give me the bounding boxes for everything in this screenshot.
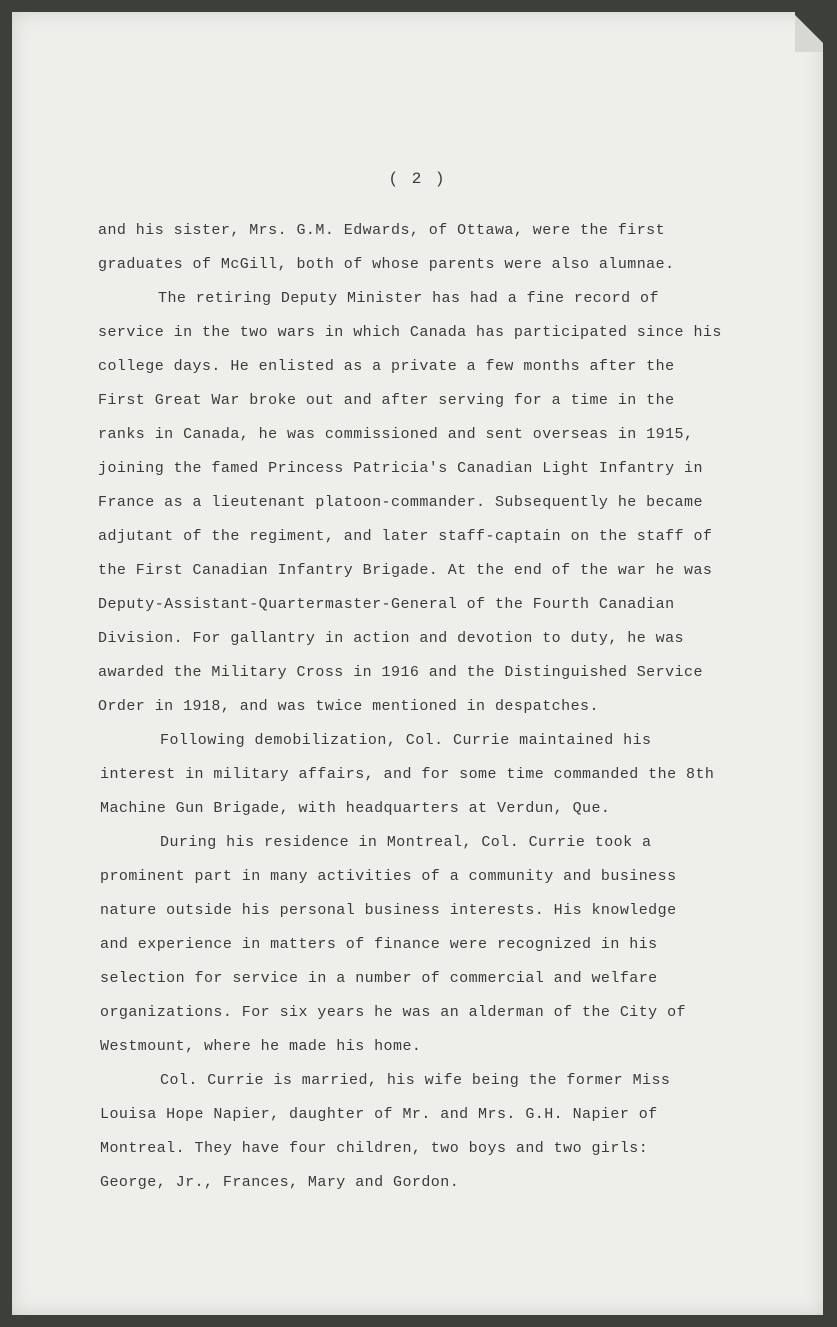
- document-page: [12, 12, 823, 1315]
- text-line: adjutant of the regiment, and later staff-captain on the staff of: [98, 528, 713, 545]
- text-line: service in the two wars in which Canada has participated since his: [98, 324, 722, 341]
- text-line: nature outside his personal business interests. His knowledge: [100, 902, 677, 919]
- text-line: the First Canadian Infantry Brigade. At the end of the war he was: [98, 562, 713, 579]
- text-line: college days. He enlisted as a private a few months after the: [98, 358, 675, 375]
- text-line: Westmount, where he made his home.: [100, 1038, 422, 1055]
- text-line: selection for service in a number of commercial and welfare: [100, 970, 658, 987]
- text-line: Division. For gallantry in action and devotion to duty, he was: [98, 630, 684, 647]
- text-line: organizations. For six years he was an alderman of the City of: [100, 1004, 686, 1021]
- text-line: graduates of McGill, both of whose parents were also alumnae.: [98, 256, 675, 273]
- text-line: During his residence in Montreal, Col. Currie took a: [160, 834, 652, 851]
- text-line: Machine Gun Brigade, with headquarters at Verdun, Que.: [100, 800, 611, 817]
- text-line: First Great War broke out and after serving for a time in the: [98, 392, 675, 409]
- text-line: and his sister, Mrs. G.M. Edwards, of Ottawa, were the first: [98, 222, 666, 239]
- text-line: Order in 1918, and was twice mentioned in despatches.: [98, 698, 599, 715]
- text-line: joining the famed Princess Patricia's Canadian Light Infantry in: [98, 460, 703, 477]
- folded-corner: [795, 12, 823, 52]
- text-line: prominent part in many activities of a community and business: [100, 868, 677, 885]
- text-line: Deputy-Assistant-Quartermaster-General of the Fourth Canadian: [98, 596, 675, 613]
- text-line: The retiring Deputy Minister has had a fine record of: [158, 290, 659, 307]
- text-line: ranks in Canada, he was commissioned and sent overseas in 1915,: [98, 426, 694, 443]
- page-number: ( 2 ): [388, 170, 447, 188]
- text-line: France as a lieutenant platoon-commander. Subsequently he became: [98, 494, 703, 511]
- text-line: interest in military affairs, and for some time commanded the 8th: [100, 766, 715, 783]
- text-line: awarded the Military Cross in 1916 and the Distinguished Service: [98, 664, 703, 681]
- text-line: George, Jr., Frances, Mary and Gordon.: [100, 1174, 460, 1191]
- text-line: Col. Currie is married, his wife being the former Miss: [160, 1072, 671, 1089]
- text-line: Louisa Hope Napier, daughter of Mr. and Mrs. G.H. Napier of: [100, 1106, 658, 1123]
- text-line: Following demobilization, Col. Currie maintained his: [160, 732, 652, 749]
- text-line: Montreal. They have four children, two boys and two girls:: [100, 1140, 649, 1157]
- text-line: and experience in matters of finance were recognized in his: [100, 936, 658, 953]
